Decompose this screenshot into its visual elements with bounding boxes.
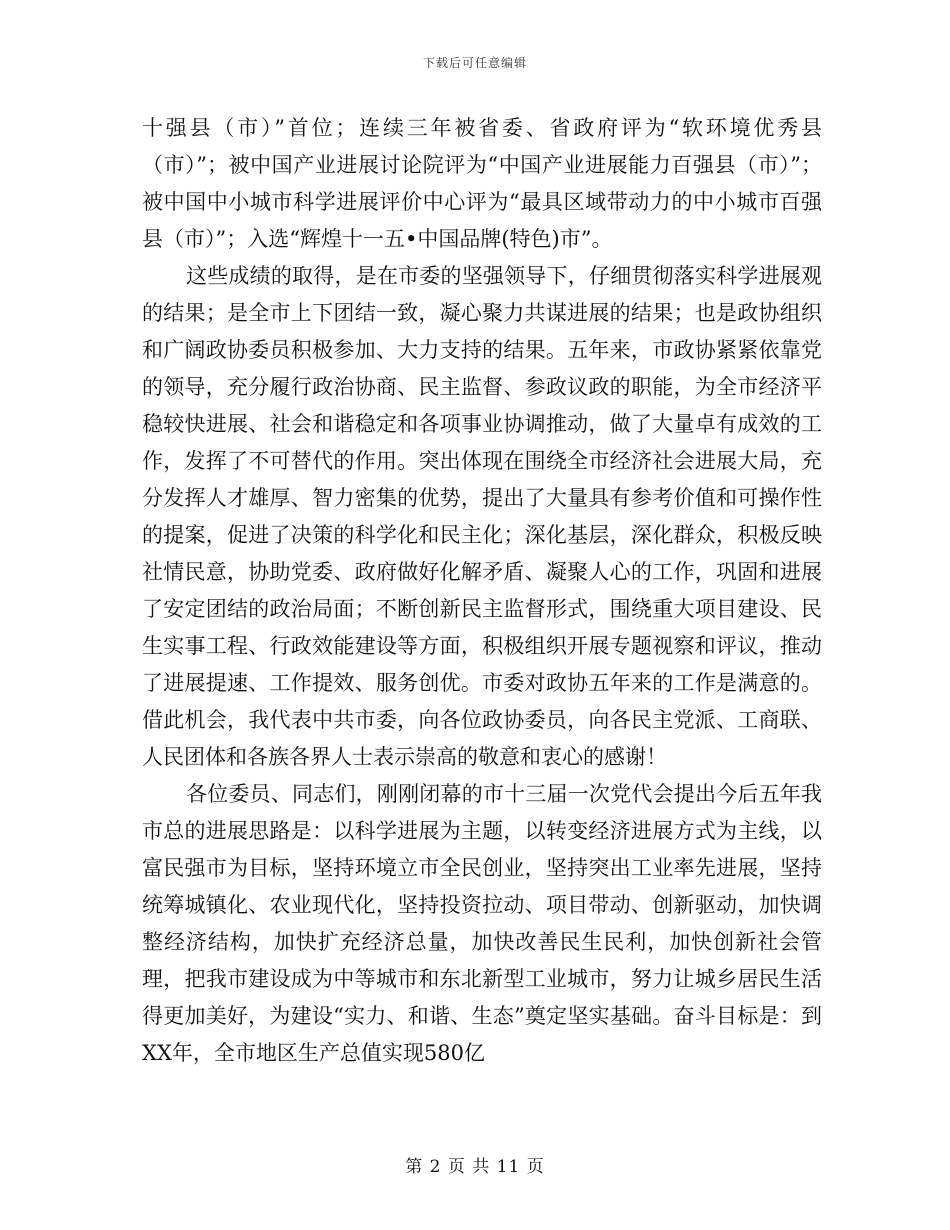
document-body (142, 110, 822, 1072)
paragraph-achievements: 这些成绩的取得，是在市委的坚强领导下，仔细贯彻落实科学进展观的结果；是全市上下团结一致，凝心聚力共谋进展的结果；也是政协组织和广阔政协委员积极参加、大力支持的结果。五年来，市政协紧紧依靠党的领导，充分履行政治协商、民主监督、参政议政的职能，为全市经济平稳较快进展、社会和谐稳定和各项事业协调推动，做了大量卓有成效的工作，发挥了不可替代的作用。突出体现在围绕全市经济社会进展大局，充分发挥人才雄厚、智力密集的优势，提出了大量具有参考价值和可操作性的提案，促进了决策的科学化和民主化；深化基层，深化群众，积极反映社情民意，协助党委、政府做好化解矛盾、凝聚人心的工作，巩固和进展了安定团结的政治局面；不断创新民主监督形式，围绕重大项目建设、民生实事工程、行政效能建设等方面，积极组织开展专题视察和评议，推动了进展提速、工作提效、服务创优。市委对政协五年来的工作是满意的。借此机会，我代表中共市委，向各位政协委员，向各民主党派、工商联、人民团体和各族各界人士表示崇高的敬意和衷心的感谢！ (142, 264, 822, 769)
paragraph-development-plan: 各位委员、同志们，刚刚闭幕的市十三届一次党代会提出今后五年我市总的进展思路是：以科学进展为主题，以转变经济进展方式为主线，以富民强市为目标，坚持环境立市全民创业，坚持突出工业率先进展，坚持统筹城镇化、农业现代化，坚持投资拉动、项目带动、创新驱动，加快调整经济结构，加快扩充经济总量，加快改善民生民利，加快创新社会管理，把我市建设成为中等城市和东北新型工业城市，努力让城乡居民生活得更加美好，为建设“实力、和谐、生态”奠定坚实基础。奋斗目标是：到XX年，全市地区生产总值实现580亿 (142, 782, 822, 1065)
header-note: 下载后可任意编辑 (422, 56, 527, 70)
paragraph-continued: 十强县（市）”首位；连续三年被省委、省政府评为“软环境优秀县（市）”；被中国产业进展讨论院评为“中国产业进展能力百强县（市）”；被中国中小城市科学进展评价中心评为“最具区域带动力的中小城市百强县（市）”；入选“辉煌十一五•中国品牌(特色)市”。 (142, 116, 822, 251)
page-number: 第 2 页 共 11 页 (405, 1157, 545, 1177)
